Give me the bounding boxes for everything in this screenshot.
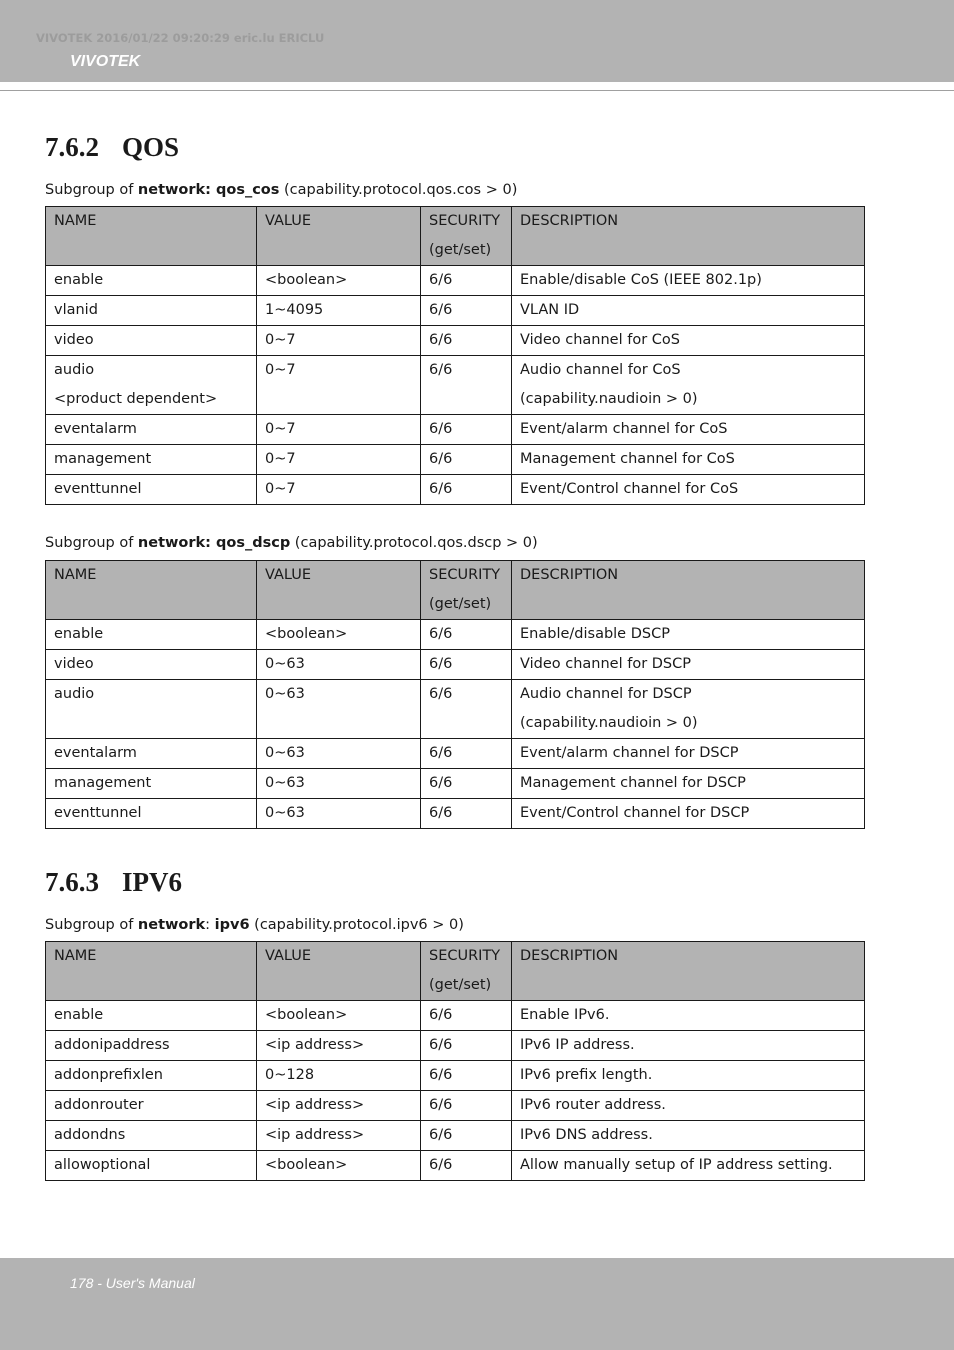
cell-value (257, 739, 421, 769)
cell-name-text: video (54, 656, 94, 672)
cell-security (421, 296, 512, 326)
cell-security (421, 739, 512, 769)
cell-value-text: 0~63 (265, 745, 305, 761)
cell-security (421, 445, 512, 475)
table-row (46, 415, 865, 445)
cell-value (257, 1121, 421, 1151)
table-row (46, 1121, 865, 1151)
cell-name (46, 769, 257, 799)
subgroup-name-2: ipv6 (214, 917, 250, 933)
cell-value (257, 799, 421, 829)
cell-description (512, 620, 865, 650)
cell-security-text: 6/6 (429, 1067, 453, 1083)
cell-security (421, 326, 512, 356)
cell-security-text: 6/6 (429, 686, 453, 702)
cell-security (421, 680, 512, 739)
table-row (46, 445, 865, 475)
cell-value (257, 680, 421, 739)
section-title: IPV6 (122, 867, 182, 897)
col-header-value: VALUE (257, 207, 421, 266)
subgroup-prefix: Subgroup of (45, 535, 138, 551)
cell-security-text: 6/6 (429, 451, 453, 467)
cell-security-text: 6/6 (429, 481, 453, 497)
cell-name-text: <product dependent> (54, 391, 218, 407)
cell-name-text: audio (54, 686, 95, 702)
qos-dscp-table (45, 560, 865, 829)
col-header-security: SECURITY (get/set) (421, 561, 512, 620)
table-header-row (46, 561, 865, 620)
subgroup-name: network (137, 917, 206, 933)
cell-security (421, 1091, 512, 1121)
table-row (46, 620, 865, 650)
subgroup-caption-qos-cos (45, 182, 517, 198)
page-footer (0, 1258, 954, 1350)
cell-security-text: 6/6 (429, 805, 453, 821)
cell-name-text: addondns (54, 1127, 126, 1143)
qos-cos-table (45, 206, 865, 505)
cell-value-text: <boolean> (265, 272, 348, 288)
col-header-name: NAME (46, 561, 257, 620)
cell-description-text: (capability.naudioin > 0) (520, 391, 698, 407)
cell-description-text: Event/Control channel for DSCP (520, 805, 750, 821)
cell-value-text: 0~128 (265, 1067, 315, 1083)
cell-description (512, 1031, 865, 1061)
cell-name (46, 415, 257, 445)
cell-security-text: 6/6 (429, 775, 453, 791)
cell-value-text: 0~63 (265, 686, 305, 702)
cell-security (421, 356, 512, 415)
cell-security (421, 475, 512, 505)
cell-security-text: 6/6 (429, 1127, 453, 1143)
subgroup-condition: (capability.protocol.qos.dscp > 0) (290, 535, 538, 551)
subgroup-prefix: Subgroup of (45, 182, 138, 198)
cell-name-text: vlanid (54, 302, 98, 318)
cell-description-text: Event/alarm channel for CoS (520, 421, 728, 437)
cell-value-text: <ip address> (265, 1037, 365, 1053)
cell-description-text: Event/Control channel for CoS (520, 481, 739, 497)
cell-name-text: addonrouter (54, 1097, 144, 1113)
cell-name (46, 739, 257, 769)
cell-name (46, 680, 257, 739)
cell-security (421, 1031, 512, 1061)
cell-value-text: 0~7 (265, 481, 296, 497)
cell-description-text: Enable/disable CoS (IEEE 802.1p) (520, 272, 762, 288)
cell-description-text: Allow manually setup of IP address setting. (520, 1157, 833, 1173)
cell-description-text: Audio channel for CoS (520, 362, 681, 378)
cell-value (257, 1031, 421, 1061)
cell-security (421, 769, 512, 799)
cell-security-text: 6/6 (429, 1037, 453, 1053)
cell-security (421, 650, 512, 680)
cell-security-text: 6/6 (429, 421, 453, 437)
brand-logo-text: VIVOTEK (70, 53, 141, 70)
cell-description-text: Video channel for DSCP (520, 656, 692, 672)
cell-name-text: eventalarm (54, 745, 137, 761)
cell-name (46, 620, 257, 650)
cell-description-text: IPv6 prefix length. (520, 1067, 653, 1083)
subgroup-caption-qos-dscp (45, 535, 538, 551)
cell-description (512, 799, 865, 829)
subgroup-condition: (capability.protocol.qos.cos > 0) (279, 182, 518, 198)
cell-value (257, 296, 421, 326)
cell-name-text: eventtunnel (54, 481, 142, 497)
cell-description (512, 650, 865, 680)
cell-security (421, 799, 512, 829)
cell-description (512, 1001, 865, 1031)
col-header-description: DESCRIPTION (512, 942, 865, 1001)
subgroup-name: network: qos_cos (137, 182, 280, 198)
cell-description-text: Audio channel for DSCP (520, 686, 692, 702)
col-header-security: SECURITY (get/set) (421, 207, 512, 266)
cell-description (512, 356, 865, 415)
cell-value (257, 769, 421, 799)
col-header-security: SECURITY (get/set) (421, 942, 512, 1001)
section-number: 7.6.3 (45, 867, 99, 897)
cell-value-text: 0~7 (265, 332, 296, 348)
cell-value-text: <boolean> (265, 1007, 348, 1023)
table-row (46, 1151, 865, 1181)
cell-security (421, 620, 512, 650)
cell-description (512, 1121, 865, 1151)
cell-name (46, 445, 257, 475)
cell-description (512, 475, 865, 505)
subgroup-caption-ipv6 (45, 917, 464, 933)
cell-name (46, 296, 257, 326)
table-row (46, 680, 865, 739)
cell-description-text: (capability.naudioin > 0) (520, 715, 698, 731)
cell-name (46, 356, 257, 415)
cell-description (512, 415, 865, 445)
table-row (46, 266, 865, 296)
cell-description-text: Video channel for CoS (520, 332, 680, 348)
cell-description (512, 1061, 865, 1091)
cell-description (512, 1151, 865, 1181)
table-row (46, 296, 865, 326)
cell-name-text: allowoptional (54, 1157, 151, 1173)
section-title: QOS (122, 132, 180, 162)
cell-description (512, 266, 865, 296)
cell-security-text: 6/6 (429, 1157, 453, 1173)
cell-value-text: <boolean> (265, 626, 348, 642)
cell-value-text: <ip address> (265, 1097, 365, 1113)
cell-description (512, 326, 865, 356)
col-header-name: NAME (46, 207, 257, 266)
col-header-description: DESCRIPTION (512, 207, 865, 266)
table-row (46, 1001, 865, 1031)
cell-security-text: 6/6 (429, 302, 453, 318)
cell-security (421, 266, 512, 296)
cell-security (421, 1151, 512, 1181)
cell-security-text: 6/6 (429, 362, 453, 378)
cell-description-text: IPv6 DNS address. (520, 1127, 653, 1143)
cell-description (512, 296, 865, 326)
cell-security-text: 6/6 (429, 272, 453, 288)
cell-description-text: Management channel for DSCP (520, 775, 746, 791)
cell-name (46, 1061, 257, 1091)
cell-name (46, 475, 257, 505)
cell-value-text: 0~63 (265, 775, 305, 791)
cell-value (257, 445, 421, 475)
cell-description (512, 1091, 865, 1121)
cell-description-text: Enable/disable DSCP (520, 626, 670, 642)
table-row (46, 1061, 865, 1091)
table-header-row (46, 942, 865, 1001)
subgroup-separator: : (205, 917, 215, 933)
cell-value (257, 1151, 421, 1181)
cell-name (46, 266, 257, 296)
cell-value (257, 475, 421, 505)
cell-name-text: management (54, 451, 152, 467)
table-row (46, 799, 865, 829)
table-row (46, 475, 865, 505)
cell-security-text: 6/6 (429, 626, 453, 642)
section-heading-qos (45, 132, 179, 163)
table-row (46, 769, 865, 799)
cell-value (257, 415, 421, 445)
cell-description (512, 769, 865, 799)
table-row (46, 356, 865, 415)
cell-value (257, 650, 421, 680)
table-row (46, 326, 865, 356)
cell-value (257, 1061, 421, 1091)
cell-value-text: 0~63 (265, 656, 305, 672)
header-divider (0, 90, 954, 91)
cell-name-text: addonipaddress (54, 1037, 170, 1053)
subgroup-prefix: Subgroup of (45, 917, 138, 933)
cell-name (46, 326, 257, 356)
subgroup-condition: (capability.protocol.ipv6 > 0) (249, 917, 464, 933)
cell-description-text: Enable IPv6. (520, 1007, 610, 1023)
table-row (46, 1031, 865, 1061)
cell-description-text: Management channel for CoS (520, 451, 735, 467)
cell-name-text: addonprefixlen (54, 1067, 163, 1083)
cell-name (46, 1001, 257, 1031)
cell-description-text: VLAN ID (520, 302, 580, 318)
cell-description (512, 680, 865, 739)
cell-security-text: 6/6 (429, 656, 453, 672)
cell-name-text: audio (54, 362, 95, 378)
cell-name-text: enable (54, 272, 104, 288)
cell-security (421, 1001, 512, 1031)
cell-value (257, 1001, 421, 1031)
cell-description-text: Event/alarm channel for DSCP (520, 745, 739, 761)
table-header-row (46, 207, 865, 266)
cell-security (421, 1121, 512, 1151)
col-header-value: VALUE (257, 561, 421, 620)
cell-description (512, 739, 865, 769)
cell-security-text: 6/6 (429, 1097, 453, 1113)
col-header-description: DESCRIPTION (512, 561, 865, 620)
cell-name (46, 650, 257, 680)
cell-description-text: IPv6 router address. (520, 1097, 666, 1113)
col-header-name: NAME (46, 942, 257, 1001)
table-row (46, 739, 865, 769)
cell-name-text: enable (54, 1007, 104, 1023)
cell-value (257, 620, 421, 650)
cell-security-text: 6/6 (429, 745, 453, 761)
page-number: 178 - User's Manual (70, 1275, 195, 1291)
cell-value-text: 0~7 (265, 362, 296, 378)
table-row (46, 1091, 865, 1121)
cell-name (46, 1121, 257, 1151)
cell-security-text: 6/6 (429, 332, 453, 348)
cell-value (257, 1091, 421, 1121)
cell-name-text: eventtunnel (54, 805, 142, 821)
cell-name (46, 1151, 257, 1181)
cell-value-text: 0~63 (265, 805, 305, 821)
cell-value-text: 0~7 (265, 451, 296, 467)
cell-value (257, 326, 421, 356)
cell-name (46, 1091, 257, 1121)
cell-description-text: IPv6 IP address. (520, 1037, 635, 1053)
cell-name (46, 799, 257, 829)
cell-description (512, 445, 865, 475)
cell-name-text: enable (54, 626, 104, 642)
section-heading-ipv6 (45, 867, 182, 898)
cell-security (421, 1061, 512, 1091)
cell-value-text: <ip address> (265, 1127, 365, 1143)
cell-value-text: 0~7 (265, 421, 296, 437)
cell-name-text: management (54, 775, 152, 791)
cell-value (257, 266, 421, 296)
cell-security-text: 6/6 (429, 1007, 453, 1023)
cell-value (257, 356, 421, 415)
cell-value-text: <boolean> (265, 1157, 348, 1173)
cell-name (46, 1031, 257, 1061)
table-row (46, 650, 865, 680)
cell-security (421, 415, 512, 445)
watermark-text: VIVOTEK 2016/01/22 09:20:29 eric.lu ERICLU (36, 31, 325, 45)
cell-name-text: video (54, 332, 94, 348)
cell-name-text: eventalarm (54, 421, 137, 437)
cell-value-text: 1~4095 (265, 302, 324, 318)
page-header (0, 0, 954, 82)
col-header-value: VALUE (257, 942, 421, 1001)
section-number: 7.6.2 (45, 132, 99, 162)
ipv6-table (45, 941, 865, 1181)
subgroup-name: network: qos_dscp (137, 535, 291, 551)
